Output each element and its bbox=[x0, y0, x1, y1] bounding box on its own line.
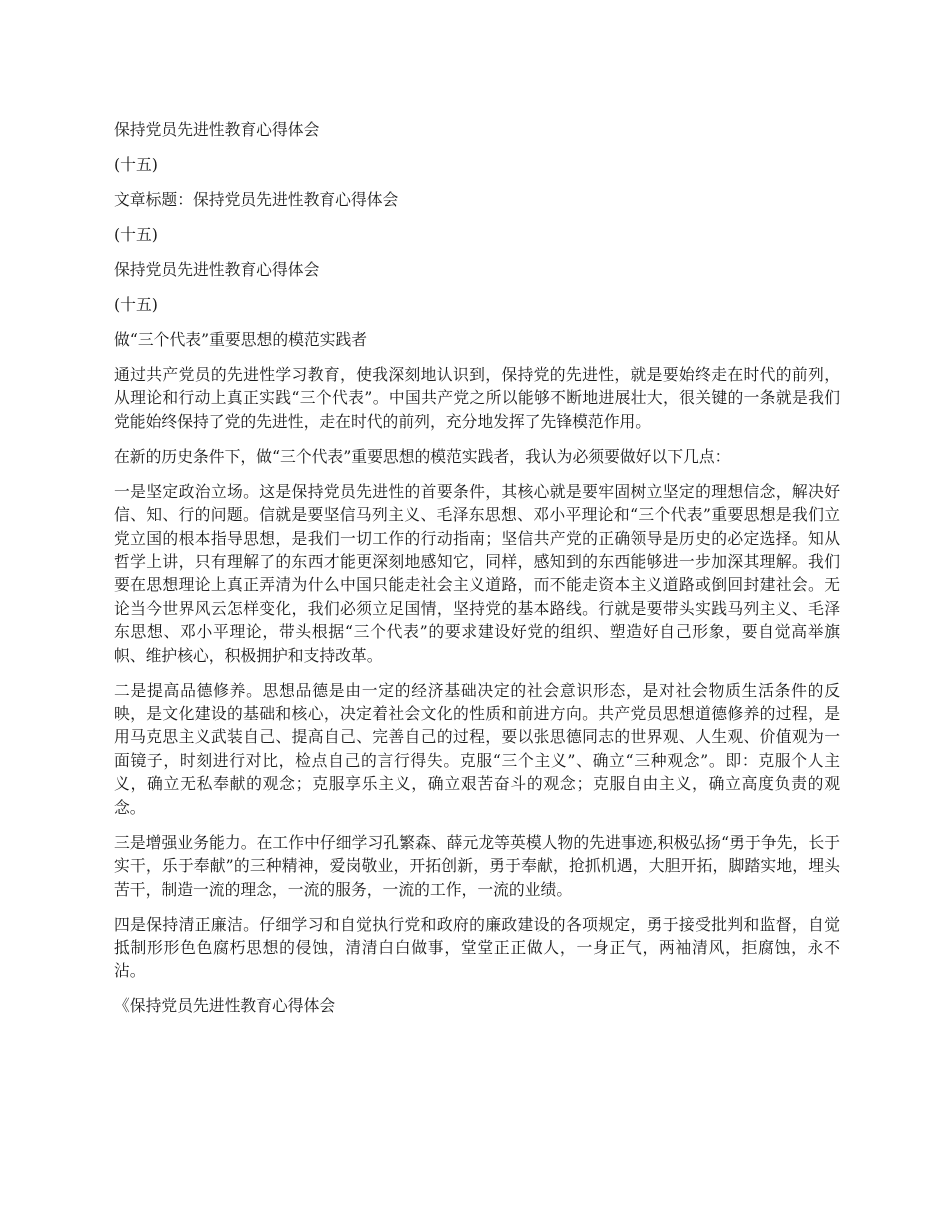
article-title-line: 文章标题：保持党员先进性教育心得体会 bbox=[114, 190, 399, 209]
doc-title: 保持党员先进性教育心得体会 bbox=[114, 120, 320, 139]
body-paragraph: 通过共产党员的先进性学习教育，使我深刻地认识到，保持党的先进性，就是要始终走在时代的前列，从理论和行动上真正实践“三个代表”。中国共产党之所以能够不断地进展壮大，很关键的一条就是我们党能始终保持了党的先进性，走在时代的前列，充分地发挥了先锋模范作用。 bbox=[114, 365, 840, 431]
closing-line: 《保持党员先进性教育心得体会 bbox=[114, 996, 336, 1016]
doc-subtitle-number: (十五) bbox=[114, 155, 158, 174]
body-paragraph: 四是保持清正廉洁。仔细学习和自觉执行党和政府的廉政建设的各项规定，勇于接受批判和监督，自觉抵制形形色色腐朽思想的侵蚀，清清白白做事，堂堂正正做人，一身正气，两袖清风，拒腐蚀，永不沾。 bbox=[114, 914, 840, 981]
doc-subtitle-number: (十五) bbox=[114, 295, 158, 314]
body-paragraph: 三是增强业务能力。在工作中仔细学习孔繁森、薛元龙等英模人物的先进事迹,积极弘扬“勇于争先，长于实干，乐于奉献”的三种精神，爱岗敬业，开拓创新，勇于奉献，抢抓机遇，大胆开拓，脚踏实地，埋头苦干，制造一流的理念，一流的服务，一流的工作，一流的业绩。 bbox=[114, 832, 840, 899]
body-paragraph: 二是提高品德修养。思想品德是由一定的经济基础决定的社会意识形态，是对社会物质生活条件的反映，是文化建设的基础和核心，决定着社会文化的性质和前进方向。共产党员思想道德修养的过程，是用马克思主义武装自己、提高自己、完善自己的过程，要以张思德同志的世界观、人生观、价值观为一面镜子，时刻进行对比，检点自己的言行得失。克服“三个主义”、确立“三种观念”。即：克服个人主义，确立无私奉献的观念；克服享乐主义，确立艰苦奋斗的观念；克服自由主义，确立高度负责的观念。 bbox=[114, 680, 840, 817]
body-paragraph: 在新的历史条件下，做“三个代表”重要思想的模范实践者，我认为必须要做好以下几点： bbox=[114, 446, 731, 466]
document-page bbox=[114, 118, 840, 1029]
section-heading: 做“三个代表”重要思想的模范实践者 bbox=[114, 330, 368, 349]
body-paragraph: 一是坚定政治立场。这是保持党员先进性的首要条件，其核心就是要牢固树立坚定的理想信念，解决好信、知、行的问题。信就是要坚信马列主义、毛泽东思想、邓小平理论和“三个代表”重要思想是我们立党立国的根本指导思想，是我们一切工作的行动指南；坚信共产党的正确领导是历史的必定选择。知从哲学上讲，只有理解了的东西才能更深刻地感知它，同样，感知到的东西能够进一步加深其理解。我们要在思想理论上真正弄清为什么中国只能走社会主义道路，而不能走资本主义道路或倒回封建社会。无论当今世界风云怎样变化，我们必须立足国情，坚持党的基本路线。行就是要带头实践马列主义、毛泽东思想、邓小平理论，带头根据“三个代表”的要求建设好党的组织、塑造好自己形象，要自觉高举旗帜、维护核心，积极拥护和支持改革。 bbox=[114, 481, 840, 665]
doc-subtitle-number: (十五) bbox=[114, 225, 158, 244]
doc-title-repeat: 保持党员先进性教育心得体会 bbox=[114, 260, 320, 279]
